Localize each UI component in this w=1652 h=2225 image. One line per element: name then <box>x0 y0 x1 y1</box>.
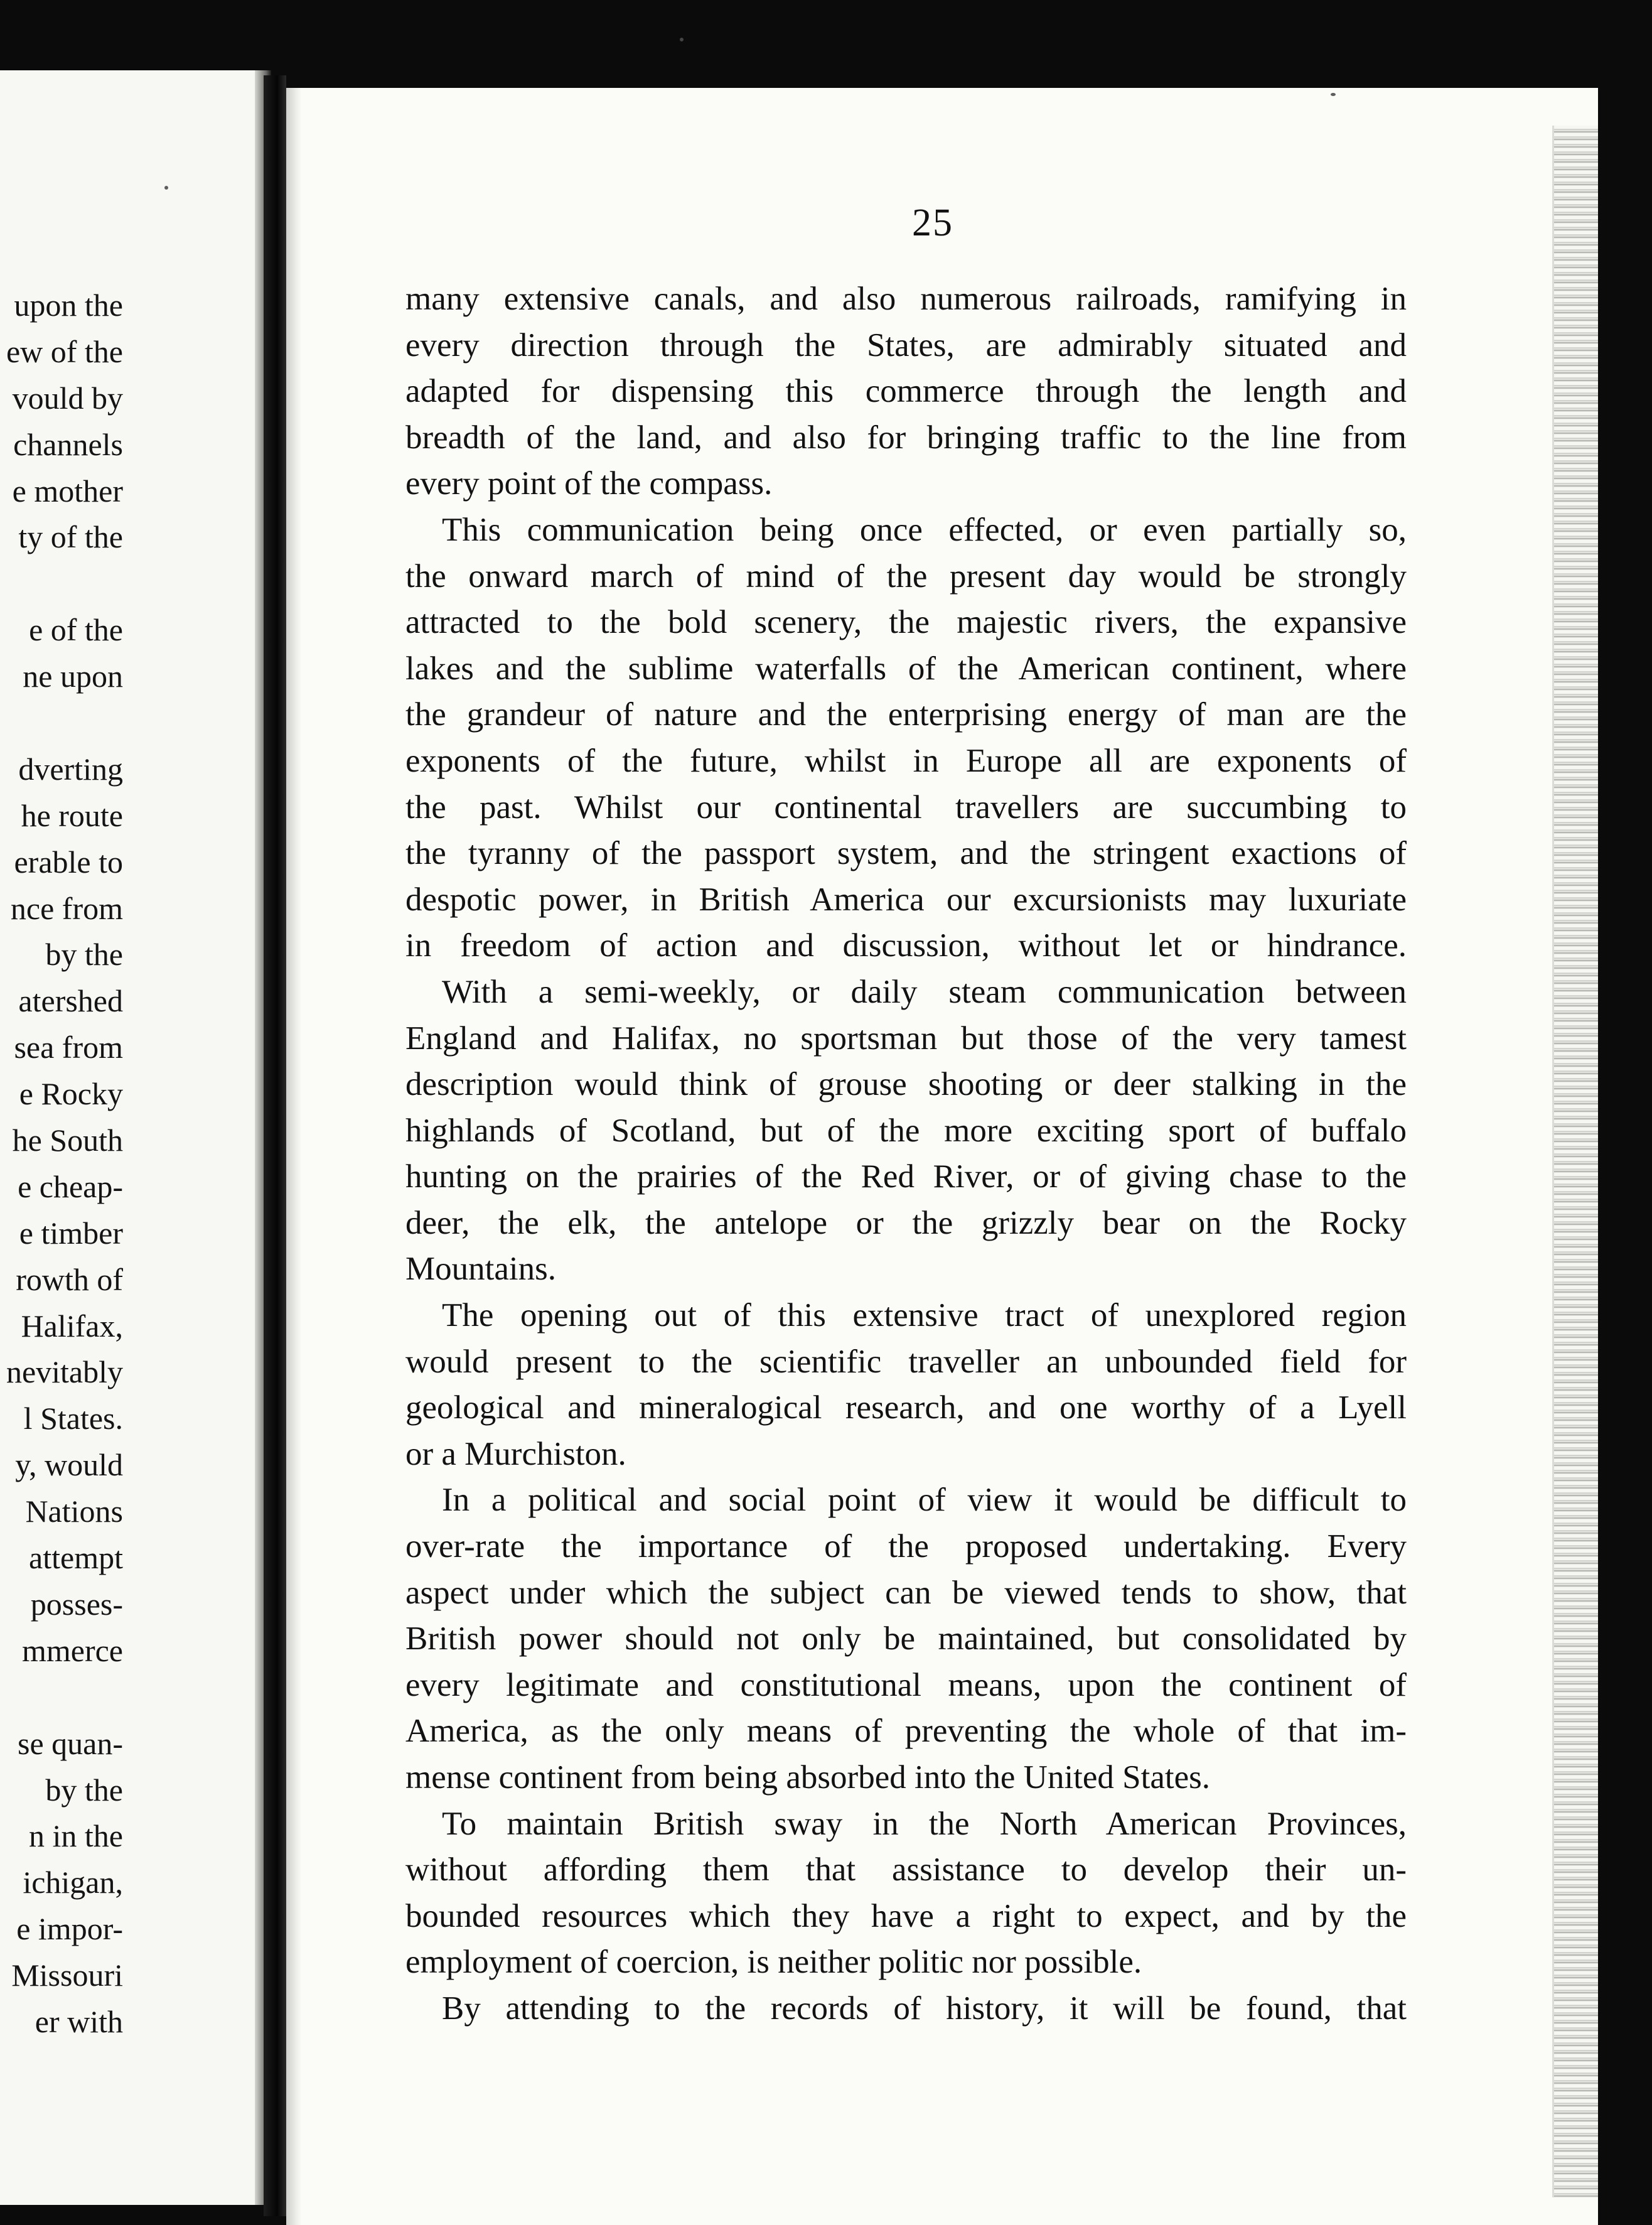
text-line: To maintain British sway in the North American Provinces, <box>442 1805 1407 1842</box>
body-text <box>405 276 1407 2032</box>
text-line: lakes and the sublime waterfalls of the American continent, where <box>405 650 1407 687</box>
left-page-line: he South <box>12 1123 123 1158</box>
book-spine <box>264 75 286 2216</box>
text-line: deer, the elk, the antelope or the grizzly bear on the Rocky <box>405 1204 1407 1241</box>
left-page-line: atershed <box>18 983 123 1019</box>
left-page-line: Missouri <box>11 1958 123 1993</box>
text-line: employment of coercion, is neither politic nor possible. <box>405 1944 1142 1981</box>
text-line: By attending to the records of history, it will be found, that <box>442 1990 1407 2027</box>
text-line: With a semi-weekly, or daily steam communication between <box>442 973 1407 1010</box>
text-line: attracted to the bold scenery, the majestic rivers, the expansive <box>405 604 1407 641</box>
left-page-line: channels <box>13 426 123 462</box>
left-page-line: e mother <box>12 473 123 509</box>
text-line: mense continent from being absorbed into the United States. <box>405 1759 1211 1796</box>
text-line: aspect under which the subject can be viewed tends to show, that <box>405 1574 1407 1611</box>
paragraph <box>405 507 1407 969</box>
left-page-line: he route <box>21 797 123 833</box>
left-page-line: n in the <box>29 1818 123 1854</box>
left-page-line: e timber <box>19 1215 123 1251</box>
left-page-line: er with <box>35 2003 123 2039</box>
left-page-line: upon the <box>14 288 123 323</box>
dust-speck <box>164 186 168 190</box>
left-page-line <box>0 1674 123 1721</box>
text-line: every legitimate and constitutional means, upon the continent of <box>405 1666 1407 1703</box>
left-page-line <box>0 561 123 607</box>
text-line: description would think of grouse shooting or deer stalking in the <box>405 1066 1407 1103</box>
paragraph <box>405 1477 1407 1801</box>
text-line: bounded resources which they have a right to expect, and by the <box>405 1897 1407 1934</box>
left-page-line: e impor- <box>16 1911 123 1947</box>
left-page-line: e Rocky <box>19 1076 123 1112</box>
left-page-line: l States. <box>23 1401 123 1436</box>
left-page-line: posses- <box>30 1586 123 1622</box>
left-page-line: mmerce <box>21 1632 123 1668</box>
left-page-line: sea from <box>14 1030 123 1065</box>
paragraph <box>405 969 1407 1293</box>
paragraph <box>405 1986 1407 2032</box>
paragraph <box>405 276 1407 507</box>
left-page-line: nevitably <box>6 1354 123 1390</box>
text-line: without affording them that assistance to develop their un- <box>405 1851 1407 1888</box>
text-line: every point of the compass. <box>405 465 773 502</box>
text-line: geological and mineralogical research, and one worthy of a Lyell <box>405 1389 1407 1426</box>
text-line: In a political and social point of view it would be difficult to <box>442 1482 1407 1519</box>
right-page-gutter-shadow <box>286 88 301 2225</box>
left-page-line: e of the <box>29 612 123 648</box>
text-line: despotic power, in British America our excursionists may luxuriate <box>405 881 1407 918</box>
text-line: adapted for dispensing this commerce through the length and <box>405 373 1407 410</box>
paragraph <box>405 1801 1407 1986</box>
left-page-line: se quan- <box>18 1725 123 1761</box>
text-line: every direction through the States, are admirably situated and <box>405 326 1407 364</box>
text-line: British power should not only be maintained, but consolidated by <box>405 1620 1407 1657</box>
text-line: in freedom of action and discussion, without let or hindrance. <box>405 927 1407 964</box>
left-page-line: attempt <box>29 1540 123 1576</box>
page-fore-edge <box>1552 126 1598 2197</box>
left-page-line: ew of the <box>6 333 123 369</box>
left-page-line: Halifax, <box>21 1308 123 1344</box>
left-page-line: erable to <box>14 844 123 880</box>
right-page <box>286 88 1598 2225</box>
left-page-line: dverting <box>18 751 123 787</box>
text-line: many extensive canals, and also numerous railroads, ramifying in <box>405 281 1407 317</box>
left-page-line: Nations <box>25 1494 123 1529</box>
left-page-line: rowth of <box>16 1261 123 1297</box>
left-page-text-fragments <box>0 283 123 2045</box>
text-line: exponents of the future, whilst in Europe all are exponents of <box>405 742 1407 779</box>
dust-speck <box>680 38 684 41</box>
text-line: America, as the only means of preventing the whole of that im- <box>405 1713 1407 1750</box>
left-page-line: vould by <box>12 380 123 416</box>
left-page-line: ichigan, <box>23 1865 123 1900</box>
text-line: This communication being once effected, or even partially so, <box>442 511 1407 548</box>
left-page-line: e cheap- <box>18 1168 123 1204</box>
paragraph <box>405 1293 1407 1477</box>
text-line: Mountains. <box>405 1251 556 1288</box>
left-page-line: by the <box>45 937 123 972</box>
text-line: highlands of Scotland, but of the more exciting sport of buffalo <box>405 1112 1407 1149</box>
dust-speck <box>1331 93 1336 96</box>
left-page-line <box>0 700 123 746</box>
left-page <box>0 70 271 2205</box>
text-line: breadth of the land, and also for bringing traffic to the line from <box>405 419 1407 456</box>
left-page-line: y, would <box>15 1447 123 1483</box>
left-page-line: ne upon <box>23 659 123 694</box>
left-page-line: by the <box>45 1772 123 1807</box>
text-line: the grandeur of nature and the enterprising energy of man are the <box>405 696 1407 733</box>
page-number: 25 <box>912 202 953 244</box>
text-line: the onward march of mind of the present day would be strongly <box>405 558 1407 595</box>
text-line: or a Murchiston. <box>405 1435 626 1472</box>
text-line: over-rate the importance of the proposed undertaking. Every <box>405 1528 1407 1565</box>
text-line: England and Halifax, no sportsman but those of the very tamest <box>405 1020 1407 1057</box>
text-line: The opening out of this extensive tract of unexplored region <box>442 1297 1407 1334</box>
left-page-line: ty of the <box>18 519 123 555</box>
text-line: the tyranny of the passport system, and the stringent exactions of <box>405 835 1407 872</box>
text-line: would present to the scientific traveller an unbounded field for <box>405 1343 1407 1380</box>
left-page-line: nce from <box>10 890 123 926</box>
text-line: hunting on the prairies of the Red River, or of giving chase to the <box>405 1158 1407 1195</box>
text-line: the past. Whilst our continental travellers are succumbing to <box>405 789 1407 826</box>
